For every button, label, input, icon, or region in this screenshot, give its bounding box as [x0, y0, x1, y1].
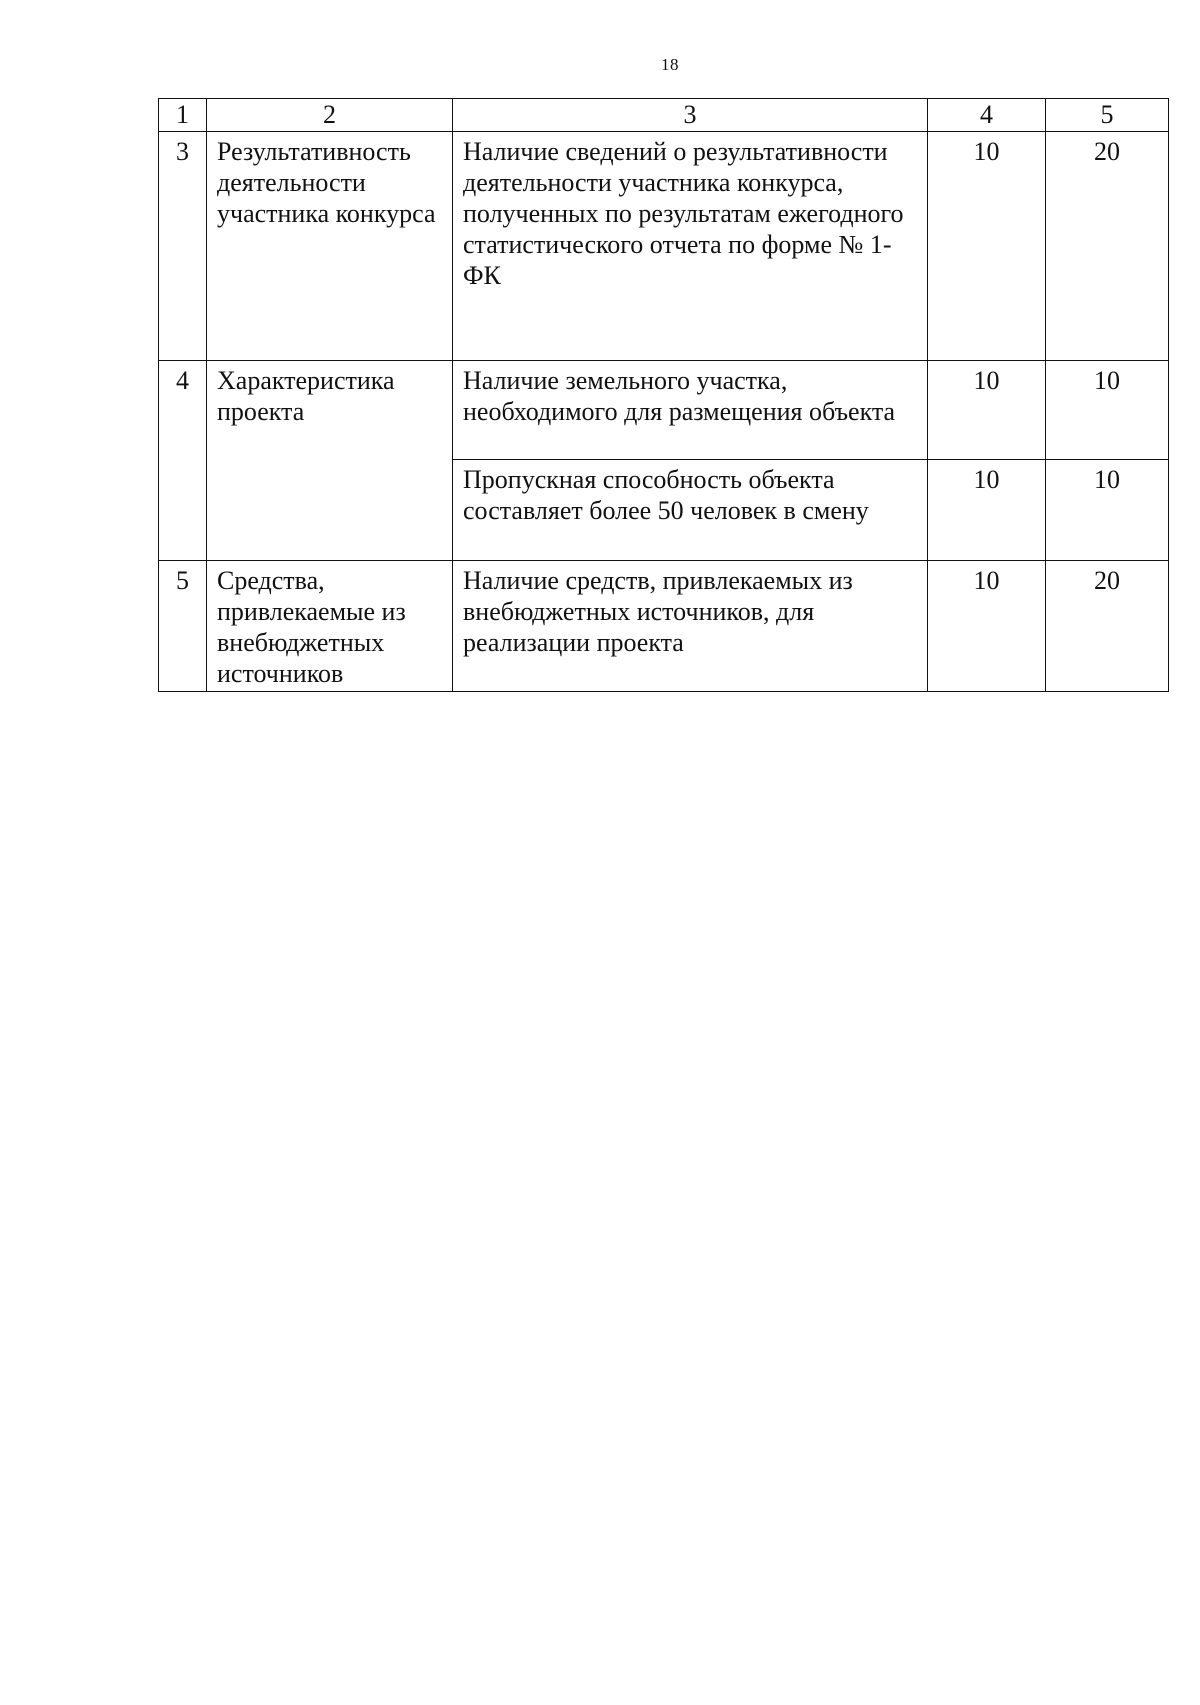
- indicator-description: Пропускная способность объекта составляет более 50 человек в смену: [453, 460, 928, 561]
- indicator-description: Наличие средств, привлекаемых из внебюджетных источников, для реализации проекта: [453, 561, 928, 692]
- page-number: 18: [661, 55, 679, 74]
- indicator-col5-value: 10: [1046, 361, 1169, 460]
- indicator-col5-value: 20: [1046, 561, 1169, 692]
- criterion-name: Характеристика проекта: [207, 361, 453, 561]
- table-row: [159, 561, 1169, 692]
- indicator-description: Наличие земельного участка, необходимого для размещения объекта: [453, 361, 928, 460]
- indicator-col4-value: 10: [928, 132, 1046, 361]
- header-cell-1: 1: [159, 99, 207, 132]
- indicator-description: Наличие сведений о результативности деятельности участника конкурса, полученных по результатам ежегодного статистического отчета по форме № 1-ФК: [453, 132, 928, 361]
- row-index: 4: [159, 361, 207, 561]
- header-cell-2: 2: [207, 99, 453, 132]
- indicator-col4-value: 10: [928, 460, 1046, 561]
- table-row: [159, 361, 1169, 460]
- criterion-name: Средства, привлекаемые из внебюджетных источников: [207, 561, 453, 692]
- criteria-table: [158, 98, 1169, 692]
- criteria-table-container: [158, 98, 1168, 692]
- header-cell-3: 3: [453, 99, 928, 132]
- header-cell-4: 4: [928, 99, 1046, 132]
- indicator-col5-value: 10: [1046, 460, 1169, 561]
- table-header-row: [159, 99, 1169, 132]
- indicator-col4-value: 10: [928, 561, 1046, 692]
- row-index: 5: [159, 561, 207, 692]
- indicator-col5-value: 20: [1046, 132, 1169, 361]
- row-index: 3: [159, 132, 207, 361]
- header-cell-5: 5: [1046, 99, 1169, 132]
- criterion-name: Результативность деятельности участника конкурса: [207, 132, 453, 361]
- table-row: [159, 132, 1169, 361]
- indicator-col4-value: 10: [928, 361, 1046, 460]
